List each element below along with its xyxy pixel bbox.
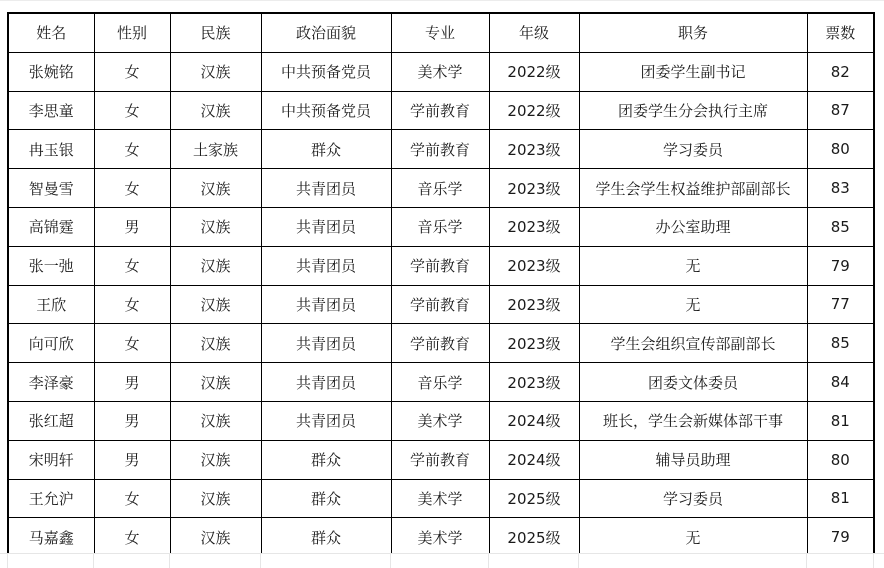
cell-ethnicity[interactable]: 汉族 — [170, 246, 261, 285]
cell-name[interactable]: 张一弛 — [8, 246, 94, 285]
cell-grade[interactable]: 2022级 — [489, 91, 579, 130]
cell-name[interactable]: 李思童 — [8, 91, 94, 130]
cell-political-status[interactable]: 共青团员 — [261, 246, 391, 285]
cell-gender[interactable]: 女 — [94, 91, 170, 130]
cell-votes[interactable]: 79 — [807, 518, 874, 557]
cell-ethnicity[interactable]: 汉族 — [170, 440, 261, 479]
header-position[interactable]: 职务 — [579, 13, 807, 52]
cell-position[interactable]: 无 — [579, 518, 807, 557]
cell-position[interactable]: 学生会组织宣传部副部长 — [579, 324, 807, 363]
candidate-vote-table — [7, 12, 875, 558]
cell-grade[interactable]: 2024级 — [489, 401, 579, 440]
header-gender[interactable]: 性别 — [94, 13, 170, 52]
cell-political-status[interactable]: 共青团员 — [261, 324, 391, 363]
cell-position[interactable]: 无 — [579, 246, 807, 285]
spreadsheet-gridlines — [0, 553, 884, 568]
cell-grade[interactable]: 2023级 — [489, 324, 579, 363]
cell-grade[interactable]: 2025级 — [489, 479, 579, 518]
table-row — [8, 246, 874, 285]
table-row — [8, 363, 874, 402]
table-row — [8, 130, 874, 169]
cell-political-status[interactable]: 共青团员 — [261, 169, 391, 208]
cell-political-status[interactable]: 共青团员 — [261, 285, 391, 324]
cell-name[interactable]: 智曼雪 — [8, 169, 94, 208]
table-row — [8, 169, 874, 208]
cell-votes[interactable]: 80 — [807, 440, 874, 479]
table-row — [8, 324, 874, 363]
table-row — [8, 479, 874, 518]
cell-major[interactable]: 音乐学 — [391, 169, 489, 208]
cell-votes[interactable]: 81 — [807, 479, 874, 518]
cell-votes[interactable]: 83 — [807, 169, 874, 208]
table-row — [8, 285, 874, 324]
cell-ethnicity[interactable]: 土家族 — [170, 130, 261, 169]
cell-ethnicity[interactable]: 汉族 — [170, 285, 261, 324]
cell-votes[interactable]: 87 — [807, 91, 874, 130]
cell-political-status[interactable]: 群众 — [261, 130, 391, 169]
cell-ethnicity[interactable]: 汉族 — [170, 518, 261, 557]
cell-grade[interactable]: 2023级 — [489, 285, 579, 324]
cell-ethnicity[interactable]: 汉族 — [170, 52, 261, 91]
cell-votes[interactable]: 85 — [807, 324, 874, 363]
cell-political-status[interactable]: 共青团员 — [261, 401, 391, 440]
cell-gender[interactable]: 男 — [94, 440, 170, 479]
cell-grade[interactable]: 2023级 — [489, 169, 579, 208]
cell-political-status[interactable]: 共青团员 — [261, 207, 391, 246]
table-row — [8, 207, 874, 246]
cell-major[interactable]: 学前教育 — [391, 440, 489, 479]
cell-ethnicity[interactable]: 汉族 — [170, 363, 261, 402]
cell-votes[interactable]: 80 — [807, 130, 874, 169]
cell-major[interactable]: 美术学 — [391, 401, 489, 440]
cell-major[interactable]: 美术学 — [391, 52, 489, 91]
cell-position[interactable]: 办公室助理 — [579, 207, 807, 246]
cell-position[interactable]: 学习委员 — [579, 479, 807, 518]
header-grade[interactable]: 年级 — [489, 13, 579, 52]
cell-votes[interactable]: 85 — [807, 207, 874, 246]
table-row — [8, 518, 874, 557]
cell-grade[interactable]: 2024级 — [489, 440, 579, 479]
cell-political-status[interactable]: 群众 — [261, 479, 391, 518]
cell-name[interactable]: 张婉铭 — [8, 52, 94, 91]
cell-political-status[interactable]: 中共预备党员 — [261, 91, 391, 130]
cell-political-status[interactable]: 群众 — [261, 518, 391, 557]
cell-political-status[interactable]: 中共预备党员 — [261, 52, 391, 91]
cell-gender[interactable]: 男 — [94, 363, 170, 402]
table-row — [8, 401, 874, 440]
cell-ethnicity[interactable]: 汉族 — [170, 169, 261, 208]
cell-position[interactable]: 团委文体委员 — [579, 363, 807, 402]
cell-political-status[interactable]: 共青团员 — [261, 363, 391, 402]
cell-name[interactable]: 冉玉银 — [8, 130, 94, 169]
cell-name[interactable]: 向可欣 — [8, 324, 94, 363]
cell-votes[interactable]: 84 — [807, 363, 874, 402]
cell-grade[interactable]: 2023级 — [489, 246, 579, 285]
cell-grade[interactable]: 2023级 — [489, 363, 579, 402]
table-row — [8, 440, 874, 479]
cell-name[interactable]: 王欣 — [8, 285, 94, 324]
cell-major[interactable]: 学前教育 — [391, 130, 489, 169]
cell-gender[interactable]: 男 — [94, 207, 170, 246]
header-name[interactable]: 姓名 — [8, 13, 94, 52]
header-major[interactable]: 专业 — [391, 13, 489, 52]
cell-grade[interactable]: 2022级 — [489, 52, 579, 91]
cell-gender[interactable]: 女 — [94, 130, 170, 169]
cell-ethnicity[interactable]: 汉族 — [170, 207, 261, 246]
cell-major[interactable]: 美术学 — [391, 518, 489, 557]
header-votes[interactable]: 票数 — [807, 13, 874, 52]
cell-position[interactable]: 无 — [579, 285, 807, 324]
cell-name[interactable]: 李泽豪 — [8, 363, 94, 402]
cell-votes[interactable]: 82 — [807, 52, 874, 91]
cell-ethnicity[interactable]: 汉族 — [170, 401, 261, 440]
cell-gender[interactable]: 女 — [94, 285, 170, 324]
cell-name[interactable]: 张红超 — [8, 401, 94, 440]
cell-gender[interactable]: 女 — [94, 52, 170, 91]
table-body — [8, 52, 874, 557]
cell-position[interactable]: 团委学生分会执行主席 — [579, 91, 807, 130]
cell-name[interactable]: 宋明轩 — [8, 440, 94, 479]
cell-gender[interactable]: 女 — [94, 246, 170, 285]
cell-position[interactable]: 辅导员助理 — [579, 440, 807, 479]
header-political-status[interactable]: 政治面貌 — [261, 13, 391, 52]
cell-ethnicity[interactable]: 汉族 — [170, 479, 261, 518]
cell-name[interactable]: 高锦霆 — [8, 207, 94, 246]
cell-ethnicity[interactable]: 汉族 — [170, 324, 261, 363]
cell-gender[interactable]: 男 — [94, 401, 170, 440]
cell-position[interactable]: 学生会学生权益维护部副部长 — [579, 169, 807, 208]
cell-position[interactable]: 团委学生副书记 — [579, 52, 807, 91]
cell-grade[interactable]: 2025级 — [489, 518, 579, 557]
cell-position[interactable]: 班长，学生会新媒体部干事 — [579, 401, 807, 440]
cell-major[interactable]: 学前教育 — [391, 285, 489, 324]
cell-major[interactable]: 美术学 — [391, 479, 489, 518]
cell-grade[interactable]: 2023级 — [489, 207, 579, 246]
table-row — [8, 91, 874, 130]
cell-political-status[interactable]: 群众 — [261, 440, 391, 479]
cell-gender[interactable]: 女 — [94, 169, 170, 208]
cell-votes[interactable]: 79 — [807, 246, 874, 285]
cell-votes[interactable]: 77 — [807, 285, 874, 324]
cell-gender[interactable]: 女 — [94, 479, 170, 518]
cell-votes[interactable]: 81 — [807, 401, 874, 440]
table-row — [8, 52, 874, 91]
cell-major[interactable]: 音乐学 — [391, 207, 489, 246]
cell-name[interactable]: 马嘉鑫 — [8, 518, 94, 557]
table-header-row — [8, 13, 874, 52]
cell-gender[interactable]: 女 — [94, 518, 170, 557]
cell-name[interactable]: 王允沪 — [8, 479, 94, 518]
cell-ethnicity[interactable]: 汉族 — [170, 91, 261, 130]
cell-grade[interactable]: 2023级 — [489, 130, 579, 169]
cell-major[interactable]: 音乐学 — [391, 363, 489, 402]
cell-position[interactable]: 学习委员 — [579, 130, 807, 169]
cell-major[interactable]: 学前教育 — [391, 324, 489, 363]
cell-major[interactable]: 学前教育 — [391, 246, 489, 285]
header-ethnicity[interactable]: 民族 — [170, 13, 261, 52]
cell-gender[interactable]: 女 — [94, 324, 170, 363]
cell-major[interactable]: 学前教育 — [391, 91, 489, 130]
